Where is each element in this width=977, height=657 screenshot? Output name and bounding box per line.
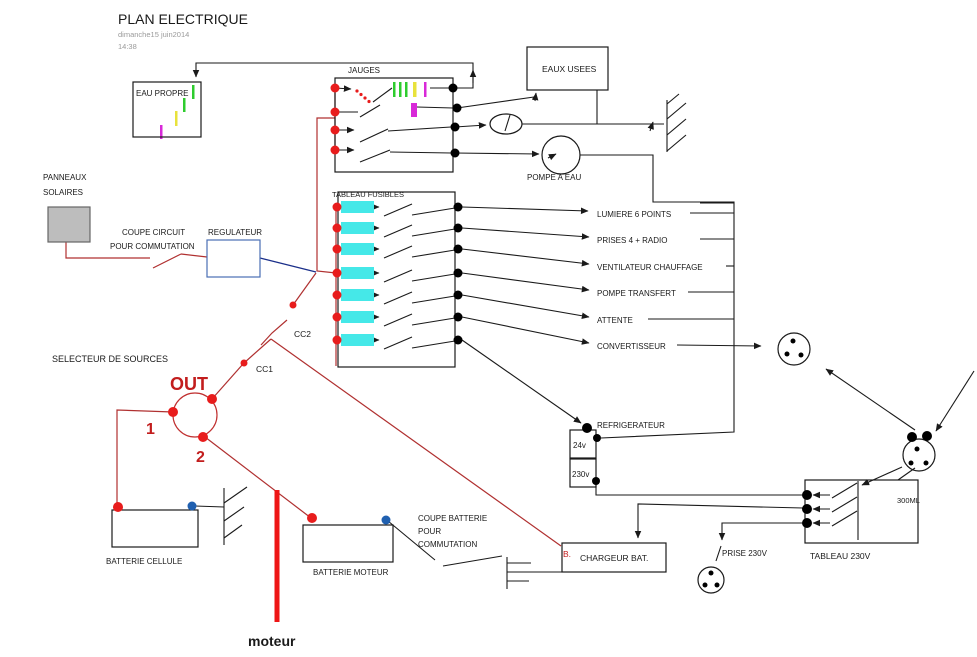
label-jauges: JAUGES [348,66,381,75]
gauge-meter [490,114,522,134]
arrow-to-socket-1 [826,369,915,430]
coupe-circuit-blade [153,254,181,268]
label-selecteur: SELECTEUR DE SOURCES [52,354,169,364]
wire-regulateur-out [260,258,316,272]
black-wires [195,63,974,589]
tableau-230v-box [805,480,918,543]
label-panneaux-2: SOLAIRES [43,188,84,197]
batterie-moteur-box [303,525,393,562]
label-panneaux-1: PANNEAUX [43,173,87,182]
ground-symbol-batterie [195,487,247,545]
red-dots [113,84,371,524]
cc1-blade [244,339,271,363]
label-coupe-batterie-1: COUPE BATTERIE [418,514,488,523]
label-cc1: CC1 [256,364,274,374]
label-prise-230v: PRISE 230V [722,549,767,558]
blue-terminals [188,502,391,525]
label-cc2: CC2 [294,329,312,339]
socket-1 [778,333,810,365]
socket-2 [903,439,935,471]
wire-prise [722,523,805,540]
label-2: 2 [196,449,205,466]
wire-chargeur [638,504,803,538]
wire-convertisseur-socket [677,345,761,346]
label-chargeur: CHARGEUR BAT. [580,553,649,563]
label-coupe-batterie-2: POUR [418,527,442,536]
label-batterie-moteur: BATTERIE MOTEUR [313,568,389,577]
label-b-point: B. [563,549,572,559]
label-coupe-batterie-3: COMMUTATION [418,540,478,549]
label-tableau-fusibles: TABLEAU FUSIBLES [332,190,404,199]
label-batterie-cellule: BATTERIE CELLULE [106,557,183,566]
label-out: OUT [170,374,208,394]
ground-symbol-top-right [667,94,686,152]
arrow-to-socket-2 [936,371,974,431]
label-coupe-circuit-2: POUR COMMUTATION [110,242,195,251]
output-prises: PRISES 4 + RADIO [597,236,668,245]
label-pompe-a-eau: POMPE A EAU [527,173,582,182]
wire-selecteur-1-batterie [117,410,173,503]
output-convertisseur: CONVERTISSEUR [597,342,666,351]
page-title: PLAN ELECTRIQUE [118,11,248,27]
panneaux-solaires-box [48,207,90,242]
coupe-batterie-switch [388,521,562,589]
label-300ml: 300ML [897,496,920,505]
output-pompe-transfert: POMPE TRANSFERT [597,289,676,298]
label-1: 1 [146,421,155,438]
label-eaux-usees: EAUX USEES [542,64,597,74]
output-attente: ATTENTE [597,316,633,325]
label-regulateur: REGULATEUR [208,228,263,237]
label-24v: 24v [573,441,586,450]
label-refrigerateur: REFRIGERATEUR [597,421,665,430]
page-date: dimanche15 juin2014 [118,30,190,39]
label-230v: 230v [572,470,590,479]
output-lumiere: LUMIERE 6 POINTS [597,210,672,219]
output-ventilateur: VENTILATEUR CHAUFFAGE [597,263,703,272]
label-coupe-circuit-1: COUPE CIRCUIT [122,228,186,237]
wire-cc2 [293,273,316,305]
wire-selecteur-2-moteur [205,437,311,518]
jauges-internals [335,88,453,162]
wire-jauge-eaux-usees [457,97,534,108]
connection-dots [449,84,933,588]
pompe-a-eau-circle [542,136,580,174]
regulateur-box [207,240,260,277]
red-wires [66,86,561,546]
label-moteur: moteur [248,633,296,649]
label-tableau-230v: TABLEAU 230V [810,551,871,561]
wire-refrigerateur [462,340,581,423]
batterie-cellule-box [112,510,198,547]
label-eau-propre: EAU PROPRE [136,89,189,98]
wire-out-cc1 [212,364,243,399]
page-time: 14:38 [118,42,137,51]
